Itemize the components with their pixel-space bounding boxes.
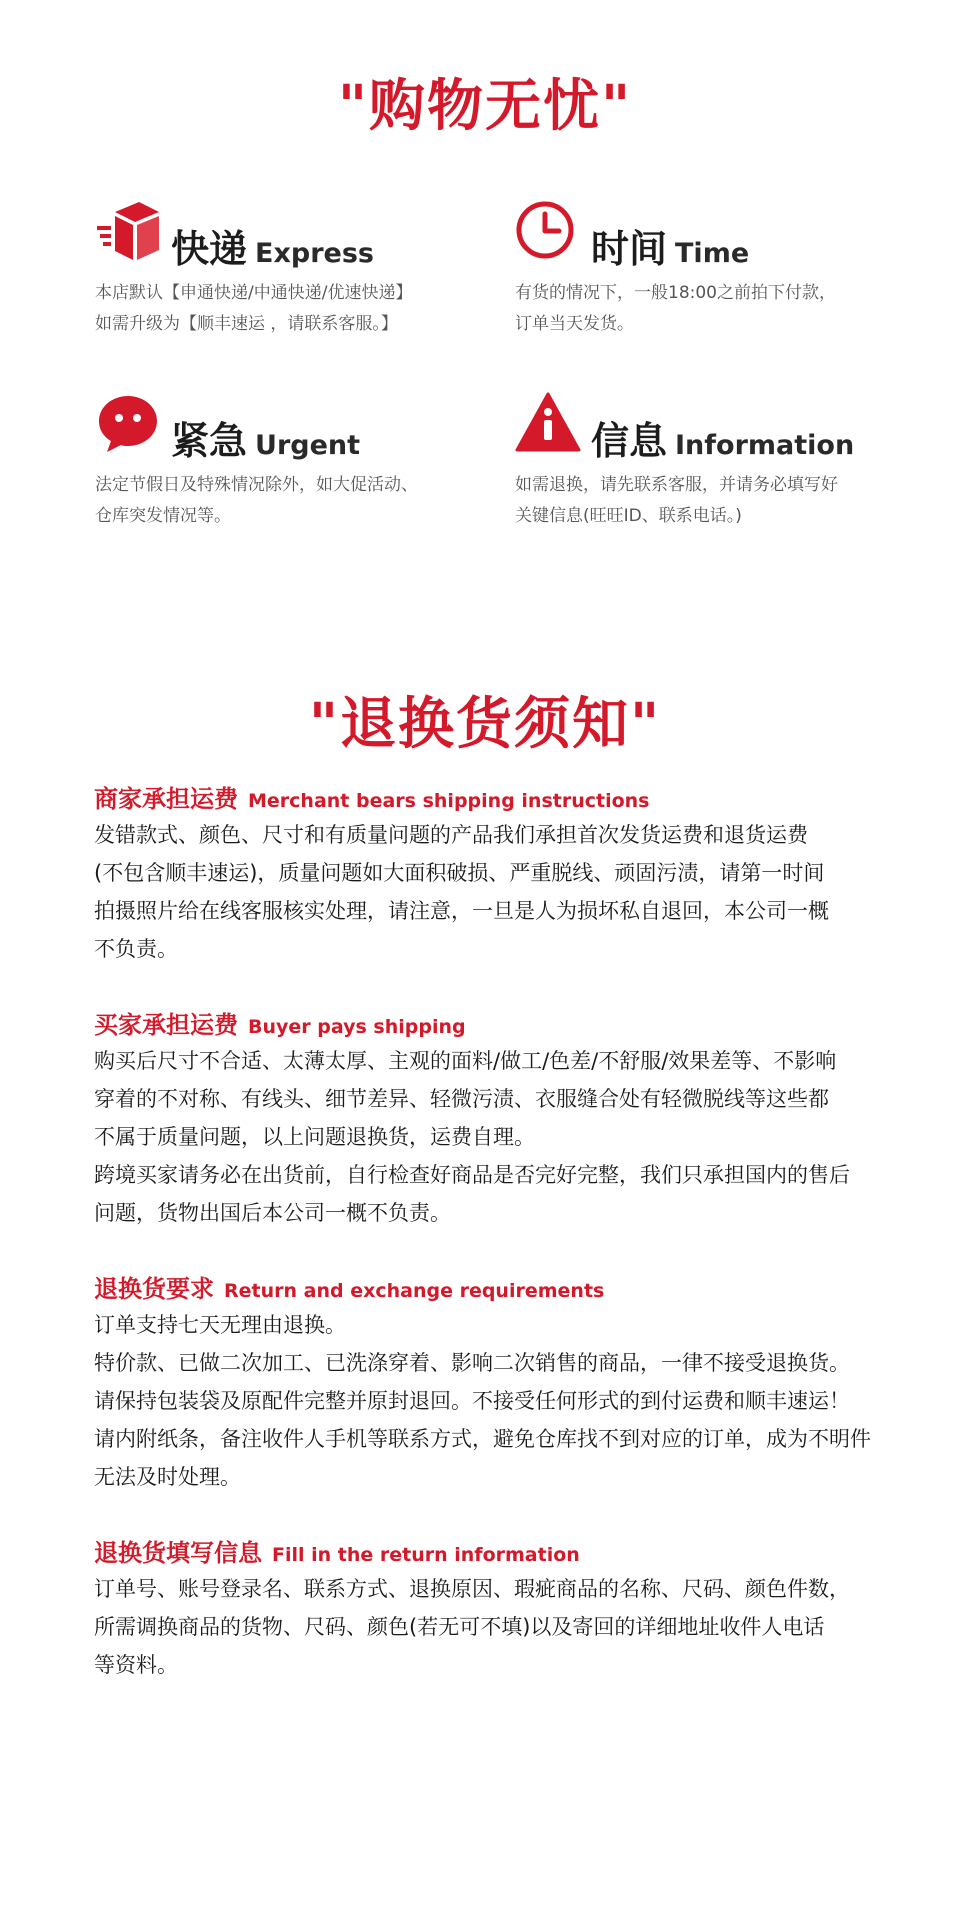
notice-title-en: Return and exchange requirements: [224, 1280, 605, 1302]
feature-title-cn: 紧急: [171, 419, 248, 463]
notice-line: 无法及时处理。: [94, 1465, 241, 1489]
notice-line: 订单支持七天无理由退换。: [94, 1313, 346, 1337]
feature-title-cn: 时间: [591, 227, 668, 271]
notice-title-cn: 商家承担运费: [94, 785, 238, 813]
feature-information: [515, 390, 915, 532]
feature-desc-line: 有货的情况下，一般18:00之前拍下付款，: [515, 283, 836, 303]
notice-line: 订单号、账号登录名、联系方式、退换原因、瑕疵商品的名称、尺码、颜色件数，: [94, 1577, 850, 1601]
notice-line: 请保持包装袋及原配件完整并原封退回。不接受任何形式的到付运费和顺丰速运！: [94, 1389, 850, 1413]
notice-line: 跨境买家请务必在出货前，自行检查好商品是否完好完整，我们只承担国内的售后: [94, 1163, 850, 1187]
notice-line: 特价款、已做二次加工、已洗涤穿着、影响二次销售的商品，一律不接受退换货。: [94, 1351, 850, 1375]
delivery-box-icon: [95, 198, 161, 264]
notice-line: 请内附纸条，备注收件人手机等联系方式，避免仓库找不到对应的订单，成为不明件: [94, 1427, 871, 1451]
notice-return-requirements: [94, 1272, 884, 1496]
notice-line: 等资料。: [94, 1653, 178, 1677]
clock-icon: [515, 198, 581, 264]
warning-icon: [515, 390, 581, 456]
feature-title-cn: 快递: [171, 227, 248, 271]
notice-line: 购买后尺寸不合适、太薄太厚、主观的面料/做工/色差/不舒服/效果差等、不影响: [94, 1049, 837, 1073]
notice-title-en: Fill in the return information: [272, 1544, 580, 1566]
shopping-worry-free-title: "购物无忧": [337, 74, 633, 139]
feature-desc-line: 法定节假日及特殊情况除外，如大促活动、: [95, 475, 418, 495]
feature-desc-line: 仓库突发情况等。: [95, 506, 231, 526]
notice-line: 穿着的不对称、有线头、细节差异、轻微污渍、衣服缝合处有轻微脱线等这些都: [94, 1087, 829, 1111]
notice-line: 所需调换商品的货物、尺码、颜色(若无可不填)以及寄回的详细地址收件人电话: [94, 1615, 825, 1639]
notice-return-info: [94, 1536, 884, 1684]
notice-merchant-shipping: [94, 782, 884, 968]
notice-line: 不负责。: [94, 937, 178, 961]
feature-desc-line: 如需升级为【顺丰速运 ，请联系客服。】: [95, 314, 398, 334]
notice-buyer-shipping: [94, 1008, 884, 1232]
notice-title-cn: 退换货填写信息: [94, 1539, 262, 1567]
feature-title-en: Information: [675, 430, 855, 461]
notice-line: 不属于质量问题，以上问题退换货，运费自理。: [94, 1125, 535, 1149]
feature-desc-line: 关键信息(旺旺ID、联系电话。): [515, 506, 742, 526]
feature-urgent: [95, 390, 495, 532]
notice-line: 发错款式、颜色、尺寸和有质量问题的产品我们承担首次发货运费和退货运费: [94, 823, 808, 847]
notice-title-en: Buyer pays shipping: [248, 1016, 466, 1038]
notice-line: 问题，货物出国后本公司一概不负责。: [94, 1201, 451, 1225]
feature-title-en: Express: [255, 238, 374, 269]
feature-title-en: Urgent: [255, 430, 361, 461]
notice-line: (不包含顺丰速运)，质量问题如大面积破损、严重脱线、顽固污渍，请第一时间: [94, 861, 825, 885]
notice-title-en: Merchant bears shipping instructions: [248, 790, 650, 812]
feature-title-en: Time: [675, 238, 750, 269]
feature-desc-line: 订单当天发货。: [515, 314, 634, 334]
feature-express: [95, 198, 495, 340]
feature-time: [515, 198, 915, 340]
feature-desc-line: 如需退换，请先联系客服，并请务必填写好: [515, 475, 838, 495]
chat-bubble-icon: [95, 390, 161, 456]
feature-desc-line: 本店默认【申通快递/中通快递/优速快递】: [95, 283, 413, 303]
return-exchange-notice-title: "退换货须知": [308, 692, 662, 757]
notice-line: 拍摄照片给在线客服核实处理，请注意，一旦是人为损坏私自退回，本公司一概: [94, 899, 829, 923]
notice-title-cn: 退换货要求: [94, 1275, 214, 1303]
feature-title-cn: 信息: [591, 419, 668, 463]
notice-title-cn: 买家承担运费: [94, 1011, 238, 1039]
